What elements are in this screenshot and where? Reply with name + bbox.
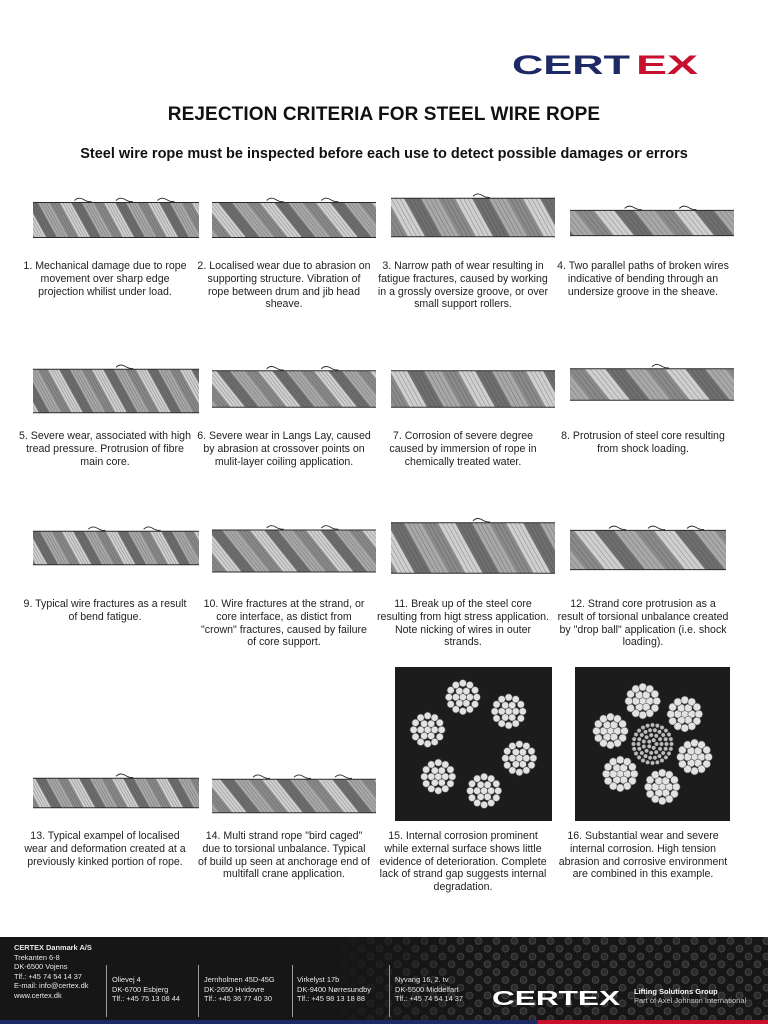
office-line: DK-5500 Middelfart bbox=[395, 984, 459, 994]
office-headquarters bbox=[14, 943, 92, 1001]
footer-divider bbox=[198, 965, 199, 1017]
office-middelfart bbox=[395, 975, 463, 1004]
caption-13: 13. Typical exampel of localised wear and deformation created at a previously kinked portion of rope. bbox=[24, 830, 186, 868]
caption-3: 3. Narrow path of wear resulting in fatigue fractures, caused by working in a grossly oversize groove, or over small support rollers. bbox=[377, 260, 549, 311]
office-line: Jernholmen 45D-45G bbox=[204, 975, 275, 984]
rope-langs-lay-wear-image bbox=[212, 363, 376, 415]
office-line[interactable]: E-mail: info@certex.dk bbox=[14, 981, 89, 991]
tagline: Lifting Solutions Group bbox=[634, 987, 718, 996]
office-line: Olievej 4 bbox=[112, 975, 141, 984]
caption-10: 10. Wire fractures at the strand, or core interface, as distict from "crown" fractures, caused by failure of core support. bbox=[201, 598, 367, 649]
rope-bird-cage-image bbox=[212, 772, 376, 820]
caption-15: 15. Internal corrosion prominent while external surface shows little evidence of deterioration. Complete lack of strand gap suggests internal degradation. bbox=[379, 830, 547, 894]
rope-severe-wear-fibre-core-image bbox=[33, 360, 199, 422]
rope-strand-core-protrusion-image bbox=[570, 522, 726, 578]
rope-parallel-broken-wires-image bbox=[570, 205, 734, 241]
svg-text:EX: EX bbox=[636, 52, 698, 76]
footer-divider bbox=[389, 965, 390, 1017]
office-line: CERTEX Danmark A/S bbox=[14, 943, 92, 952]
office-line: Tlf.: +45 98 13 18 88 bbox=[297, 994, 366, 1004]
caption-5: 5. Severe wear, associated with high tread pressure. Protrusion of fibre main core. bbox=[19, 430, 191, 468]
rope-cross-section-internal-corrosion-image bbox=[395, 667, 552, 821]
rope-cross-section-wear-corrosion-image bbox=[575, 667, 730, 821]
footer-divider bbox=[106, 965, 107, 1017]
office-line: DK-6700 Esbjerg bbox=[112, 984, 169, 994]
rope-steel-core-protrusion-image bbox=[570, 362, 734, 407]
rope-localised-wear-image bbox=[212, 195, 376, 245]
footer-tagline bbox=[634, 987, 746, 1005]
office-line: Tlf.: +45 74 54 14 37 bbox=[14, 971, 83, 981]
office-hvidovre bbox=[204, 975, 275, 1004]
office-line[interactable]: www.certex.dk bbox=[14, 990, 62, 1000]
office-line: Tlf.: +45 36 77 40 30 bbox=[204, 994, 273, 1004]
office-line: Virkelyst 17b bbox=[297, 975, 340, 984]
svg-text:CERT: CERT bbox=[512, 52, 631, 76]
caption-4: 4. Two parallel paths of broken wires indicative of bending through an undersize groove in the sheave. bbox=[557, 260, 729, 298]
office-line: Nyvang 16, 2. tv bbox=[395, 975, 449, 984]
footer-certex-logo bbox=[492, 988, 622, 1006]
caption-6: 6. Severe wear in Langs Lay, caused by abrasion at crossover points on mulit-layer coiling application. bbox=[197, 430, 371, 468]
office-norresundby bbox=[297, 975, 371, 1004]
caption-9: 9. Typical wire fractures as a result of bend fatigue. bbox=[23, 598, 187, 623]
rope-bend-fatigue-image bbox=[33, 524, 199, 572]
caption-1: 1. Mechanical damage due to rope movement over sharp edge projection whilist under load. bbox=[23, 260, 187, 298]
footer-divider bbox=[292, 965, 293, 1017]
caption-7: 7. Corrosion of severe degree caused by immersion of rope in chemically treated water. bbox=[389, 430, 537, 468]
office-esbjerg bbox=[112, 975, 180, 1004]
rope-mechanical-damage-image bbox=[33, 195, 199, 245]
office-line: Tlf.: +45 74 54 14 37 bbox=[395, 994, 464, 1004]
rope-kinked-deformation-image bbox=[33, 772, 199, 814]
page-subtitle: Steel wire rope must be inspected before each use to detect possible damages or errors bbox=[80, 146, 688, 162]
caption-11: 11. Break up of the steel core resulting from higt stress application. Note nicking of wires in outer strands. bbox=[377, 598, 549, 649]
tagline-sub: Part of Axel Johnson International bbox=[634, 996, 747, 1005]
rope-core-breakup-image bbox=[391, 512, 555, 584]
office-line: DK-9400 Nørresundby bbox=[297, 984, 371, 994]
caption-2: 2. Localised wear due to abrasion on supporting structure. Vibration of rope between drum and jib head sheave. bbox=[197, 260, 371, 311]
caption-14: 14. Multi strand rope "bird caged" due to torsional unbalance. Typical of build up seen at anchorage end of multifall crane application. bbox=[198, 830, 370, 881]
rope-core-interface-fractures-image bbox=[212, 521, 376, 581]
caption-16: 16. Substantial wear and severe internal corrosion. High tension abrasion and corrosive environment are combined in this example. bbox=[558, 830, 728, 881]
rope-corrosion-image bbox=[391, 363, 555, 415]
page-title: REJECTION CRITERIA FOR STEEL WIRE ROPE bbox=[167, 104, 601, 125]
office-line: DK-2650 Hvidovre bbox=[204, 984, 265, 994]
rope-narrow-wear-image bbox=[391, 190, 555, 245]
caption-12: 12. Strand core protrusion as a result of torsional unbalance created by "drop ball" application (i.e. shock loading). bbox=[557, 598, 729, 649]
office-line: Tlf.: +45 75 13 08 44 bbox=[112, 994, 181, 1004]
office-line: DK-6500 Vojens bbox=[14, 962, 68, 972]
svg-text:CERTEX: CERTEX bbox=[492, 988, 622, 1006]
footer bbox=[0, 937, 768, 1024]
caption-8: 8. Protrusion of steel core resulting from shock loading. bbox=[561, 430, 725, 455]
certex-logo bbox=[512, 52, 698, 76]
office-line: Trekanten 6-8 bbox=[14, 952, 60, 962]
footer-color-bar bbox=[0, 1020, 768, 1024]
